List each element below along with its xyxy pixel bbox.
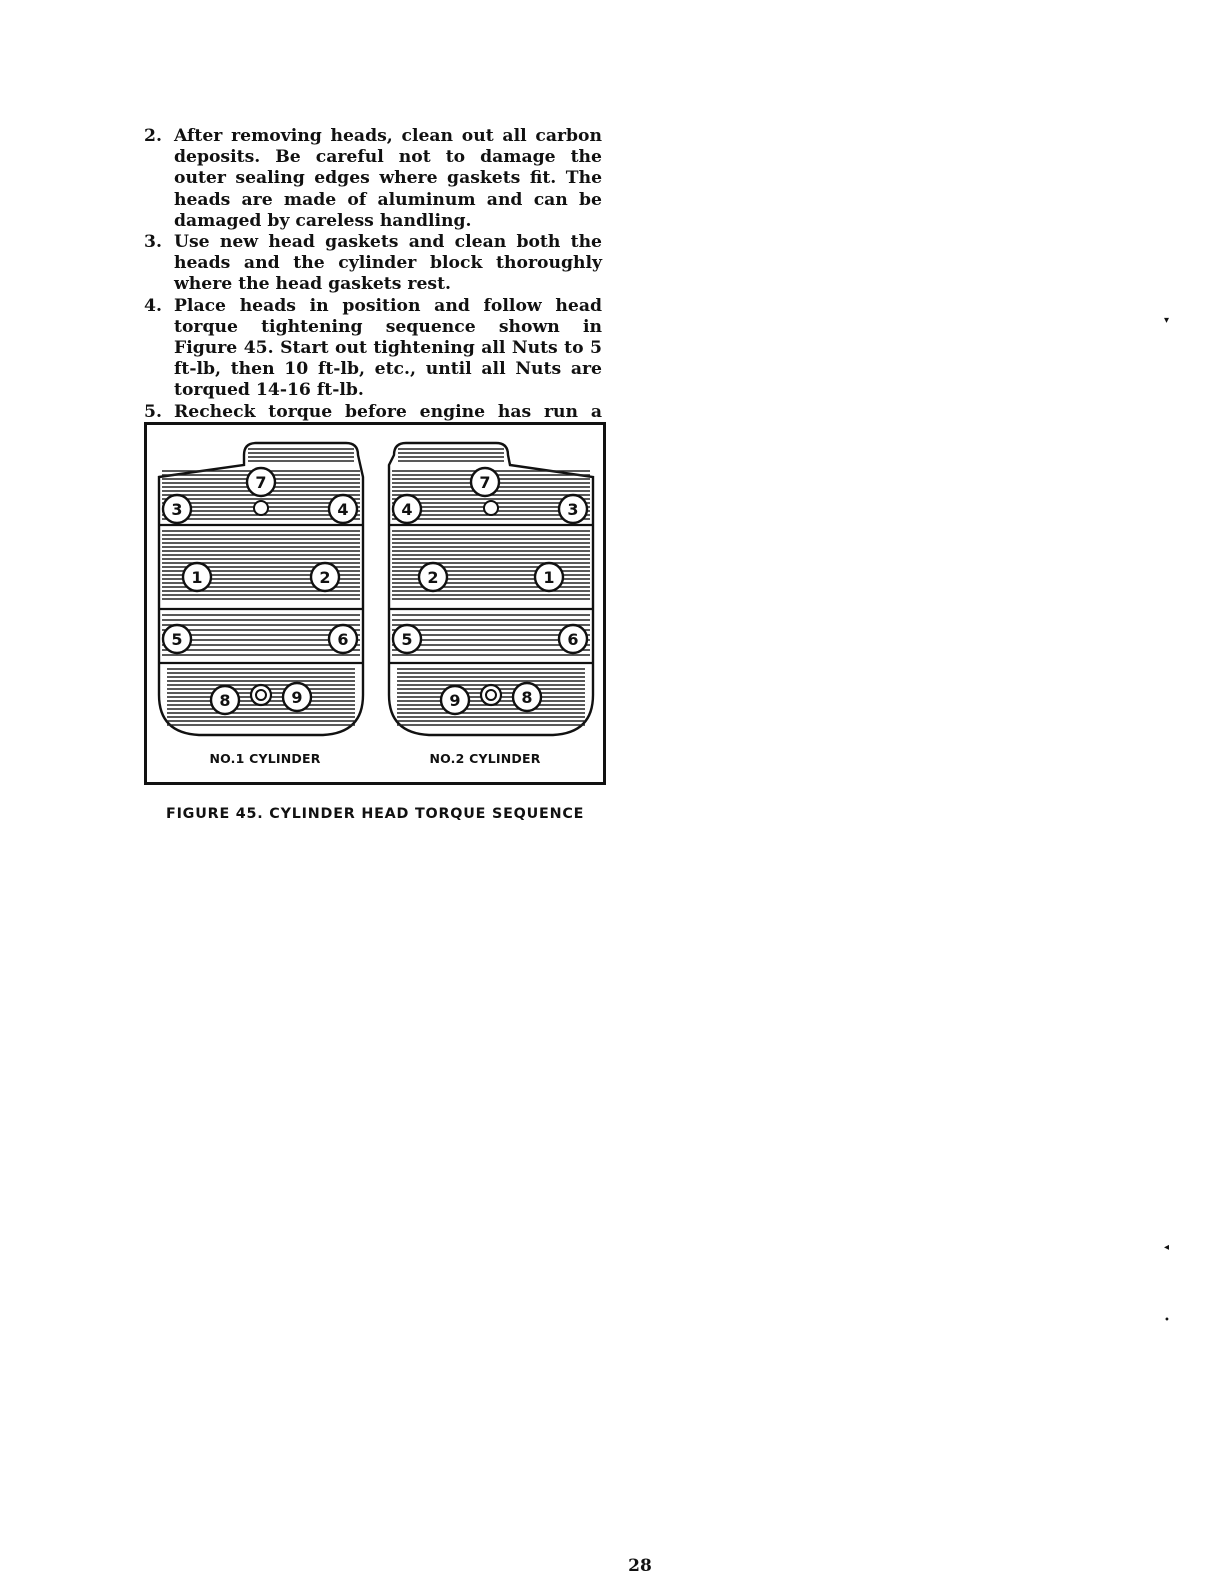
margin-mark: ◂ (1164, 1242, 1170, 1253)
step-item (140, 296, 602, 402)
torque-nut-number: 2 (427, 568, 439, 587)
torque-nut-number: 9 (449, 691, 461, 710)
step-item (140, 232, 602, 296)
torque-nut-6 (559, 625, 587, 653)
torque-nut-3 (163, 495, 191, 523)
torque-nut-1 (183, 563, 211, 591)
step-number: 4. (144, 295, 162, 316)
step-number: 5. (144, 401, 162, 422)
step-number: 2. (144, 126, 162, 146)
margin-mark: ▾ (1164, 315, 1170, 326)
torque-nut-number: 4 (337, 500, 349, 519)
step-item (140, 126, 602, 232)
cylinder-heads-diagram (147, 425, 603, 782)
page-number: 28 (628, 1556, 652, 1576)
torque-nut-2 (419, 563, 447, 591)
torque-nut-8 (513, 683, 541, 711)
torque-nut-5 (393, 625, 421, 653)
cylinder-1-label: NO.1 CYLINDER (209, 751, 321, 766)
torque-nut-number: 3 (567, 500, 579, 519)
torque-nut-number: 9 (291, 688, 303, 707)
torque-nut-4 (393, 495, 421, 523)
torque-nut-number: 8 (219, 691, 231, 710)
torque-nut-8 (211, 686, 239, 714)
torque-nut-number: 5 (171, 630, 183, 649)
torque-nut-number: 6 (567, 630, 579, 649)
torque-nut-number: 7 (479, 473, 491, 492)
step-text: Recheck torque before engine has run a (174, 401, 602, 422)
torque-nut-6 (329, 625, 357, 653)
torque-nut-1 (535, 563, 563, 591)
torque-nut-5 (163, 625, 191, 653)
torque-nut-7 (471, 468, 499, 496)
torque-nut-7 (247, 468, 275, 496)
torque-nut-number: 4 (401, 500, 413, 519)
margin-mark: • (1164, 1315, 1170, 1326)
torque-nut-number: 5 (401, 630, 413, 649)
figure-caption: FIGURE 45. CYLINDER HEAD TORQUE SEQUENCE (166, 806, 585, 822)
step-number: 3. (144, 232, 162, 253)
torque-nut-number: 6 (337, 630, 349, 649)
torque-nut-3 (559, 495, 587, 523)
torque-sequence-figure (144, 422, 606, 785)
step-text: After removing heads, clean out all carbon deposits. Be careful not to damage the outer sealing edges where gaskets fit. The heads are made of aluminum and can be damaged by careless handling. (174, 126, 602, 231)
step-text: Place heads in position and follow head torque tightening sequence shown in Figure 45. Start out tightening all Nuts to 5 ft-lb, then 10 ft-lb, etc., until all Nuts are torqued 14-16 ft-lb. (174, 295, 602, 401)
torque-nut-number: 1 (191, 568, 203, 587)
torque-nut-number: 7 (255, 473, 267, 492)
torque-nut-9 (283, 683, 311, 711)
instruction-steps (140, 126, 602, 444)
torque-nut-number: 3 (171, 500, 183, 519)
torque-nut-4 (329, 495, 357, 523)
cylinder-head-2 (389, 443, 593, 735)
torque-nut-number: 8 (521, 688, 533, 707)
cylinder-2-label: NO.2 CYLINDER (429, 751, 541, 766)
torque-nut-2 (311, 563, 339, 591)
torque-nut-9 (441, 686, 469, 714)
step-text: Use new head gaskets and clean both the heads and the cylinder block thoroughly where the head gaskets rest. (174, 232, 602, 295)
torque-nut-number: 1 (543, 568, 555, 587)
torque-nut-number: 2 (319, 568, 331, 587)
cylinder-head-1 (159, 443, 363, 735)
